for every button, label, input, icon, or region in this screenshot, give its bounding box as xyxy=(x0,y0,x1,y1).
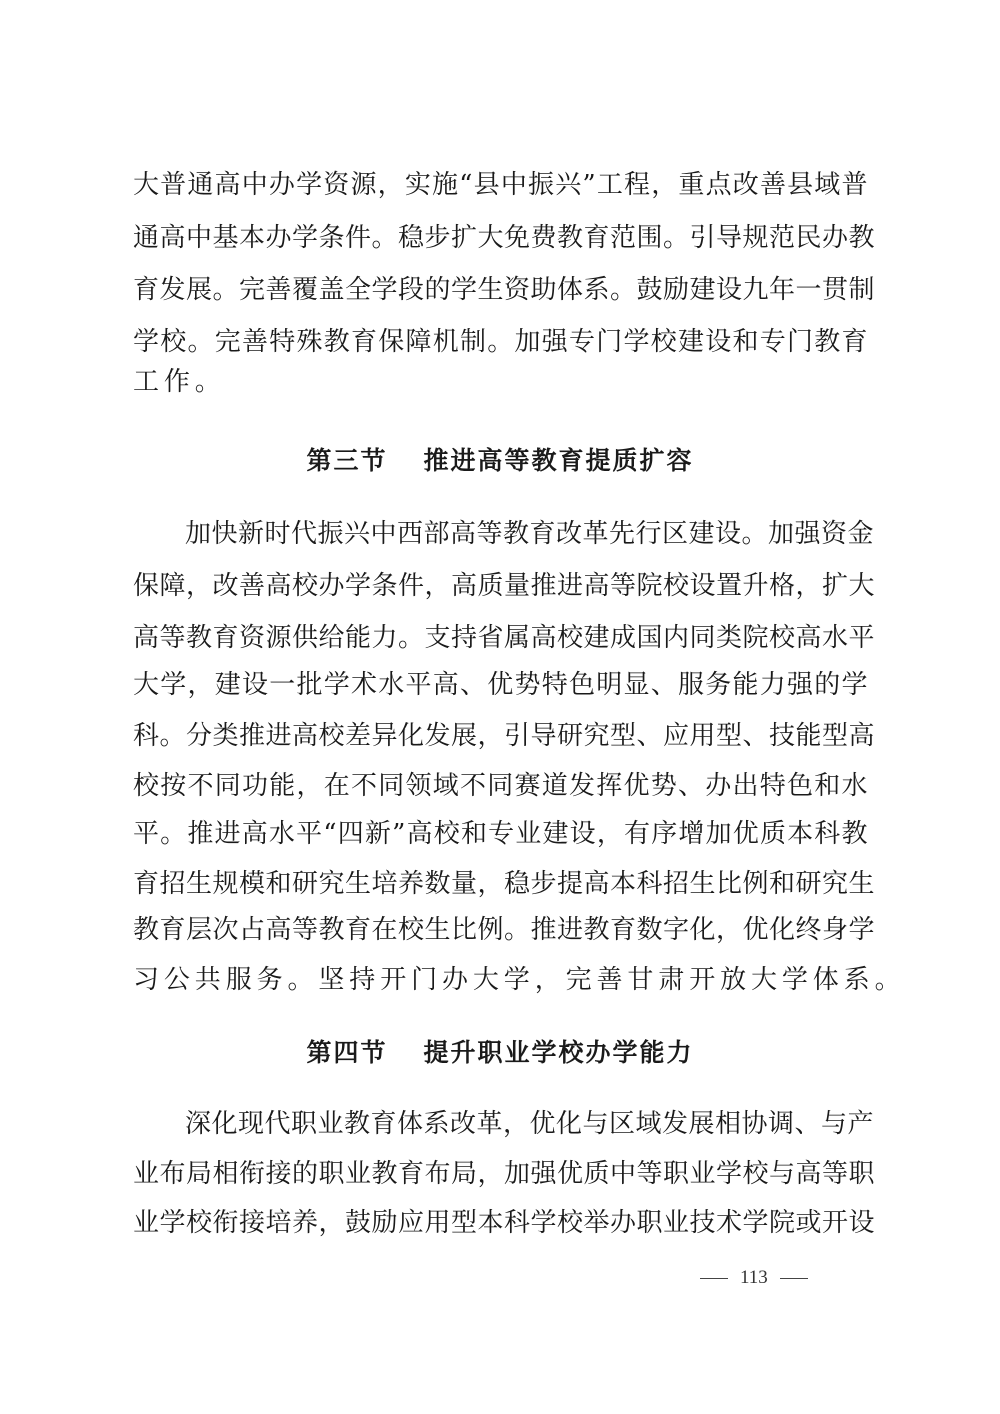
paragraph-line: 业学校衔接培养，鼓励应用型本科学校举办职业技术学院或开设 xyxy=(133,1208,876,1238)
paragraph-line: 育发展。完善覆盖全学段的学生资助体系。鼓励建设九年一贯制 xyxy=(133,275,876,305)
paragraph-line: 大学，建设一批学术水平高、优势特色明显、服务能力强的学 xyxy=(133,670,868,700)
paragraph-line: 平。推进高水平“四新”高校和专业建设，有序增加优质本科教 xyxy=(133,819,868,849)
paragraph-line: 保障，改善高校办学条件，高质量推进高等院校设置升格，扩大 xyxy=(133,571,876,601)
paragraph-line: 育招生规模和研究生培养数量，稳步提高本科招生比例和研究生 xyxy=(133,869,876,899)
page-number-footer xyxy=(700,1262,880,1292)
paragraph-line: 大普通高中办学资源，实施“县中振兴”工程，重点改善县域普 xyxy=(133,170,868,200)
section-3-label: 第三节 xyxy=(306,446,388,475)
paragraph-line: 工作。 xyxy=(133,367,226,397)
paragraph-line: 深化现代职业教育体系改革，优化与区域发展相协调、与产 xyxy=(185,1109,875,1139)
dash-left xyxy=(700,1278,728,1279)
paragraph-line: 校按不同功能，在不同领域不同赛道发挥优势、办出特色和水 xyxy=(133,771,868,801)
paragraph-line: 科。分类推进高校差异化发展，引导研究型、应用型、技能型高 xyxy=(133,721,876,751)
section-4-title: 提升职业学校办学能力 xyxy=(423,1038,694,1067)
page-number: 113 xyxy=(740,1267,768,1288)
paragraph-line: 学校。完善特殊教育保障机制。加强专门学校建设和专门教育 xyxy=(133,327,868,357)
paragraph-line: 加快新时代振兴中西部高等教育改革先行区建设。加强资金 xyxy=(185,519,875,549)
paragraph-line: 习公共服务。坚持开门办大学，完善甘肃开放大学体系。 xyxy=(133,965,906,995)
paragraph-line: 通高中基本办学条件。稳步扩大免费教育范围。引导规范民办教 xyxy=(133,223,876,253)
dash-right xyxy=(780,1278,808,1279)
paragraph-line: 业布局相衔接的职业教育布局，加强优质中等职业学校与高等职 xyxy=(133,1159,876,1189)
section-3-heading xyxy=(0,441,1000,481)
paragraph-line: 高等教育资源供给能力。支持省属高校建成国内同类院校高水平 xyxy=(133,623,876,653)
section-4-heading xyxy=(0,1033,1000,1073)
section-3-title: 推进高等教育提质扩容 xyxy=(423,446,694,475)
paragraph-line: 教育层次占高等教育在校生比例。推进教育数字化，优化终身学 xyxy=(133,915,876,945)
section-4-label: 第四节 xyxy=(306,1038,388,1067)
